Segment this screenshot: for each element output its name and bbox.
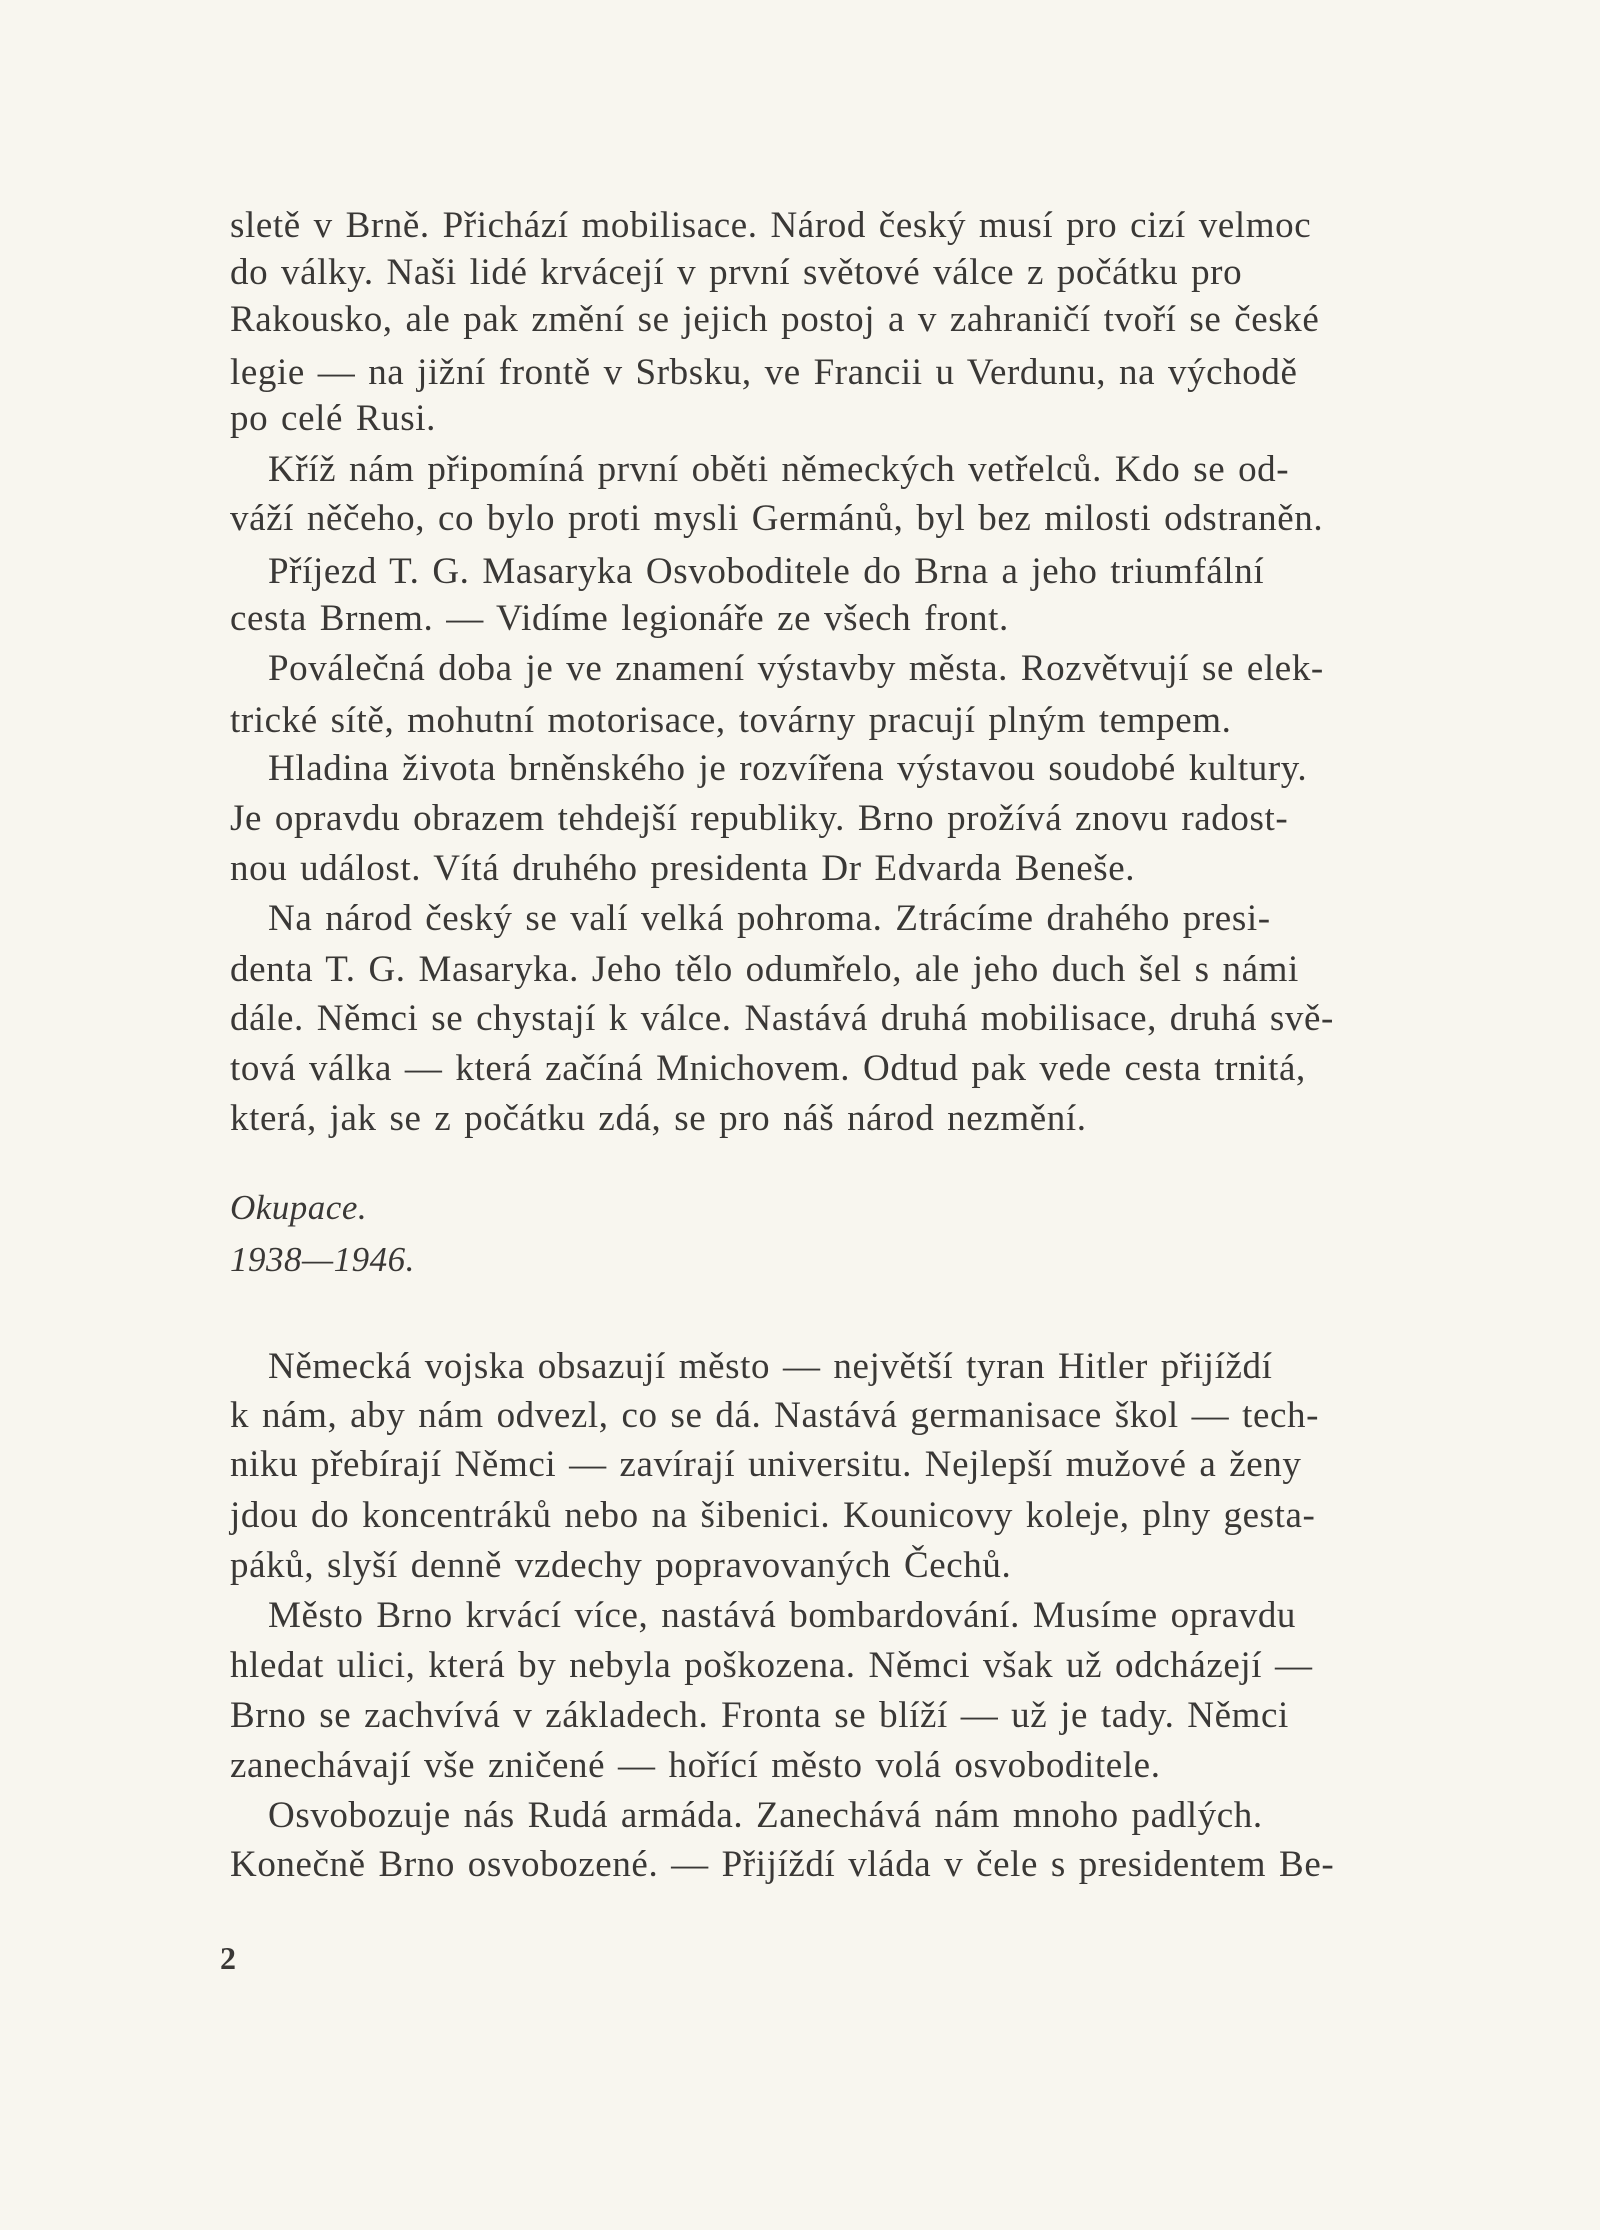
text-line: zanechávají vše zničené — hořící město volá osvoboditele. (230, 1745, 1161, 1786)
text-line: váží něčeho, co bylo proti mysli Germánů, byl bez milosti odstraněn. (230, 498, 1324, 539)
text-line: do války. Naši lidé krvácejí v první světové válce z počátku pro (230, 252, 1243, 293)
text-line: Rakousko, ale pak změní se jejich postoj a v zahraničí tvoří se české (230, 299, 1320, 340)
text-line: jdou do koncentráků nebo na šibenici. Kounicovy koleje, plny gesta- (230, 1495, 1316, 1536)
text-line: Poválečná doba je ve znamení výstavby města. Rozvětvují se elek- (268, 648, 1324, 689)
page-number: 2 (220, 1940, 236, 1976)
text-line: Hladina života brněnského je rozvířena výstavou soudobé kultury. (268, 748, 1308, 789)
text-line: legie — na jižní frontě v Srbsku, ve Francii u Verdunu, na východě (230, 352, 1298, 393)
text-line: Je opravdu obrazem tehdejší republiky. Brno prožívá znovu radost- (230, 798, 1289, 839)
text-line: Příjezd T. G. Masaryka Osvoboditele do Brna a jeho triumfální (268, 551, 1265, 592)
text-line: po celé Rusi. (230, 398, 436, 439)
text-line: dále. Němci se chystají k válce. Nastává druhá mobilisace, druhá svě- (230, 998, 1334, 1039)
text-line: Německá vojska obsazují město — největší tyran Hitler přijíždí (268, 1346, 1273, 1387)
text-line: Město Brno krvácí více, nastává bombardování. Musíme opravdu (268, 1595, 1297, 1636)
text-line: niku přebírají Němci — zavírají universitu. Nejlepší mužové a ženy (230, 1444, 1302, 1485)
text-line: k nám, aby nám odvezl, co se dá. Nastává germanisace škol — tech- (230, 1395, 1320, 1436)
text-line: která, jak se z počátku zdá, se pro náš národ nezmění. (230, 1098, 1087, 1139)
text-line: páků, slyší denně vzdechy popravovaných Čechů. (230, 1545, 1012, 1586)
text-line: cesta Brnem. — Vidíme legionáře ze všech front. (230, 598, 1009, 639)
text-line: Na národ český se valí velká pohroma. Ztrácíme drahého presi- (268, 898, 1271, 939)
text-line: nou událost. Vítá druhého presidenta Dr Edvarda Beneše. (230, 848, 1136, 889)
section-heading-years: 1938—1946. (230, 1240, 415, 1279)
text-line: hledat ulici, která by nebyla poškozena. Němci však už odcházejí — (230, 1645, 1313, 1686)
section-heading-title: Okupace. (230, 1188, 368, 1227)
text-line: denta T. G. Masaryka. Jeho tělo odumřelo, ale jeho duch šel s námi (230, 949, 1299, 990)
text-line: Brno se zachvívá v základech. Fronta se blíží — už je tady. Němci (230, 1695, 1289, 1736)
text-line: trické sítě, mohutní motorisace, továrny pracují plným tempem. (230, 700, 1232, 741)
text-line: Kříž nám připomíná první oběti německých vetřelců. Kdo se od- (268, 449, 1290, 490)
text-line: sletě v Brně. Přichází mobilisace. Národ český musí pro cizí velmoc (230, 205, 1312, 246)
text-line: tová válka — která začíná Mnichovem. Odtud pak vede cesta trnitá, (230, 1048, 1306, 1089)
text-line: Konečně Brno osvobozené. — Přijíždí vláda v čele s presidentem Be- (230, 1844, 1335, 1885)
text-line: Osvobozuje nás Rudá armáda. Zanechává nám mnoho padlých. (268, 1795, 1263, 1836)
